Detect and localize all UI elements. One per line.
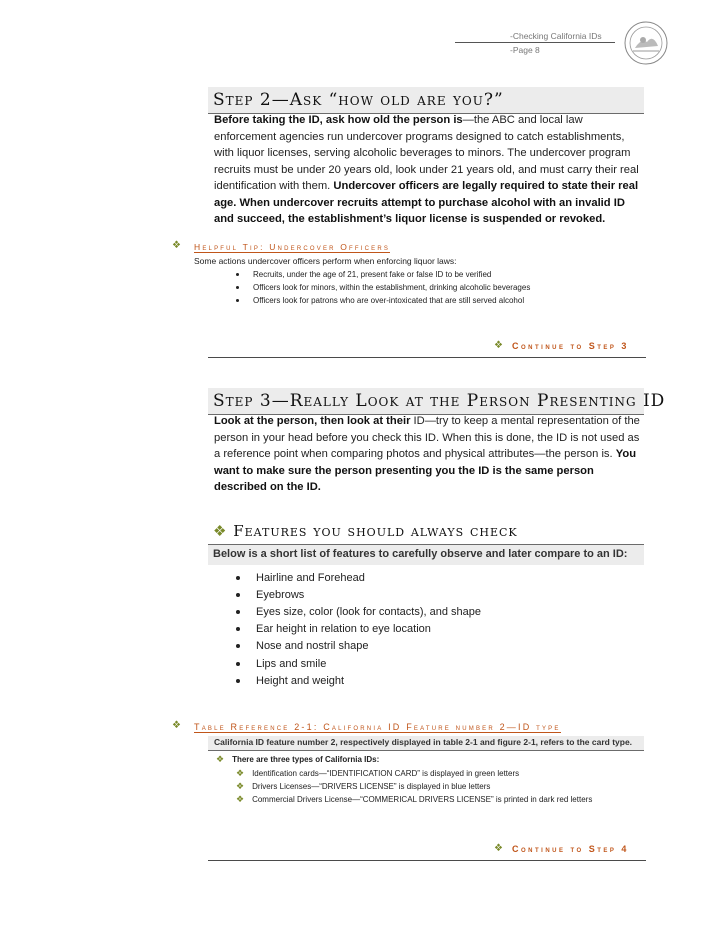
header-page-number: -Page 8 xyxy=(510,45,540,55)
list-item: ❖ There are three types of California IDs: xyxy=(216,754,380,764)
bullet-icon xyxy=(236,593,240,597)
features-title: ❖ Features you should always check xyxy=(213,522,518,540)
table-reference-title: Table Reference 2-1: California ID Feature number 2—ID type xyxy=(194,722,561,732)
bullet-icon xyxy=(236,299,239,302)
step3-bold-text: You want to make sure the person presenting you the ID is the same person described on the ID. xyxy=(214,448,637,493)
features-heading xyxy=(208,520,644,545)
step3-heading-band xyxy=(208,388,666,415)
diamond-bullet-icon: ❖ xyxy=(213,522,228,540)
step2-bold-text: Undercover officers are legally required to state their real age. When undercover recruits attempt to purchase alcohol with an invalid ID and succeed, the establishment’s liquor license is suspended or revoked. xyxy=(214,180,639,225)
helpful-tip-title: Helpful Tip: Undercover Officers xyxy=(194,242,391,252)
step3-title: Step 3—Really Look at the Person Presenting ID xyxy=(213,391,666,411)
list-item: Hairline and Forehead xyxy=(236,572,365,584)
list-item: ❖ Identification cards—“IDENTIFICATION CARD” is displayed in green letters xyxy=(236,768,520,778)
step3-lead-text: ID—try to keep a mental representation of the person in your head before you check this ID. When this is done, the ID is not used as a reference point when comparing photos and physical attributes—the person is. xyxy=(214,415,640,460)
header-title: -Checking California IDs xyxy=(510,31,602,41)
list-item: Officers look for patrons who are over-intoxicated that are still served alcohol xyxy=(236,296,524,305)
diamond-bullet-icon: ❖ xyxy=(236,794,245,804)
bullet-icon xyxy=(236,679,240,683)
diamond-bullet-icon: ❖ xyxy=(172,720,181,731)
diamond-bullet-icon: ❖ xyxy=(494,843,503,854)
section-divider xyxy=(208,860,646,861)
features-subtitle: Below is a short list of features to carefully observe and later compare to an ID: xyxy=(213,548,628,560)
step2-paragraph xyxy=(214,112,642,228)
list-item: Officers look for minors, within the establishment, drinking alcoholic beverages xyxy=(236,283,530,292)
list-item: ❖ Drivers Licenses—“DRIVERS LICENSE” is displayed in blue letters xyxy=(236,781,491,791)
table-reference-subtitle-band xyxy=(208,736,644,751)
diamond-bullet-icon: ❖ xyxy=(494,340,503,351)
list-item: Lips and smile xyxy=(236,658,326,670)
step3-paragraph xyxy=(214,413,642,496)
list-item: Recruits, under the age of 21, present fake or false ID to be verified xyxy=(236,270,491,279)
table-reference-subtitle: California ID feature number 2, respectively displayed in table 2-1 and figure 2-1, refers to the card type. xyxy=(214,737,633,747)
helpful-tip-intro: Some actions undercover officers perform when enforcing liquor laws: xyxy=(194,256,457,266)
list-item: ❖ Commercial Drivers License—“COMMERICAL DRIVERS LICENSE” is printed in dark red letters xyxy=(236,794,593,804)
bullet-icon xyxy=(236,273,239,276)
list-item: Height and weight xyxy=(236,675,344,687)
continue-to-step3-link[interactable]: Continue to Step 3 xyxy=(512,341,629,351)
features-subtitle-band xyxy=(208,545,644,565)
section-divider xyxy=(208,357,646,358)
list-item: Ear height in relation to eye location xyxy=(236,623,431,635)
list-item: Eyebrows xyxy=(236,589,304,601)
diamond-bullet-icon: ❖ xyxy=(236,781,245,791)
diamond-bullet-icon: ❖ xyxy=(216,754,225,764)
california-seal-icon xyxy=(623,20,669,66)
header-rule xyxy=(455,42,615,43)
step2-lead-text: —the ABC and local law enforcement agencies run undercover programs designed to catch establishments, with liquor licenses, serving alcoholic beverages to minors. The undercover program recruits must be under 20 years old, look under 21 years old, and must carry their real identification with them. xyxy=(214,114,639,192)
list-item: Eyes size, color (look for contacts), and shape xyxy=(236,606,481,618)
step2-heading-band xyxy=(208,87,644,114)
bullet-icon xyxy=(236,610,240,614)
continue-to-step4-link[interactable]: Continue to Step 4 xyxy=(512,844,629,854)
diamond-bullet-icon: ❖ xyxy=(172,240,181,251)
bullet-icon xyxy=(236,644,240,648)
bullet-icon xyxy=(236,627,240,631)
list-item: Nose and nostril shape xyxy=(236,640,369,652)
bullet-icon xyxy=(236,286,239,289)
step2-lead-bold: Before taking the ID, ask how old the person is xyxy=(214,114,463,126)
bullet-icon xyxy=(236,662,240,666)
step2-title: Step 2—Ask “how old are you?” xyxy=(213,90,504,110)
bullet-icon xyxy=(236,576,240,580)
diamond-bullet-icon: ❖ xyxy=(236,768,245,778)
step3-lead-bold: Look at the person, then look at their xyxy=(214,415,411,427)
